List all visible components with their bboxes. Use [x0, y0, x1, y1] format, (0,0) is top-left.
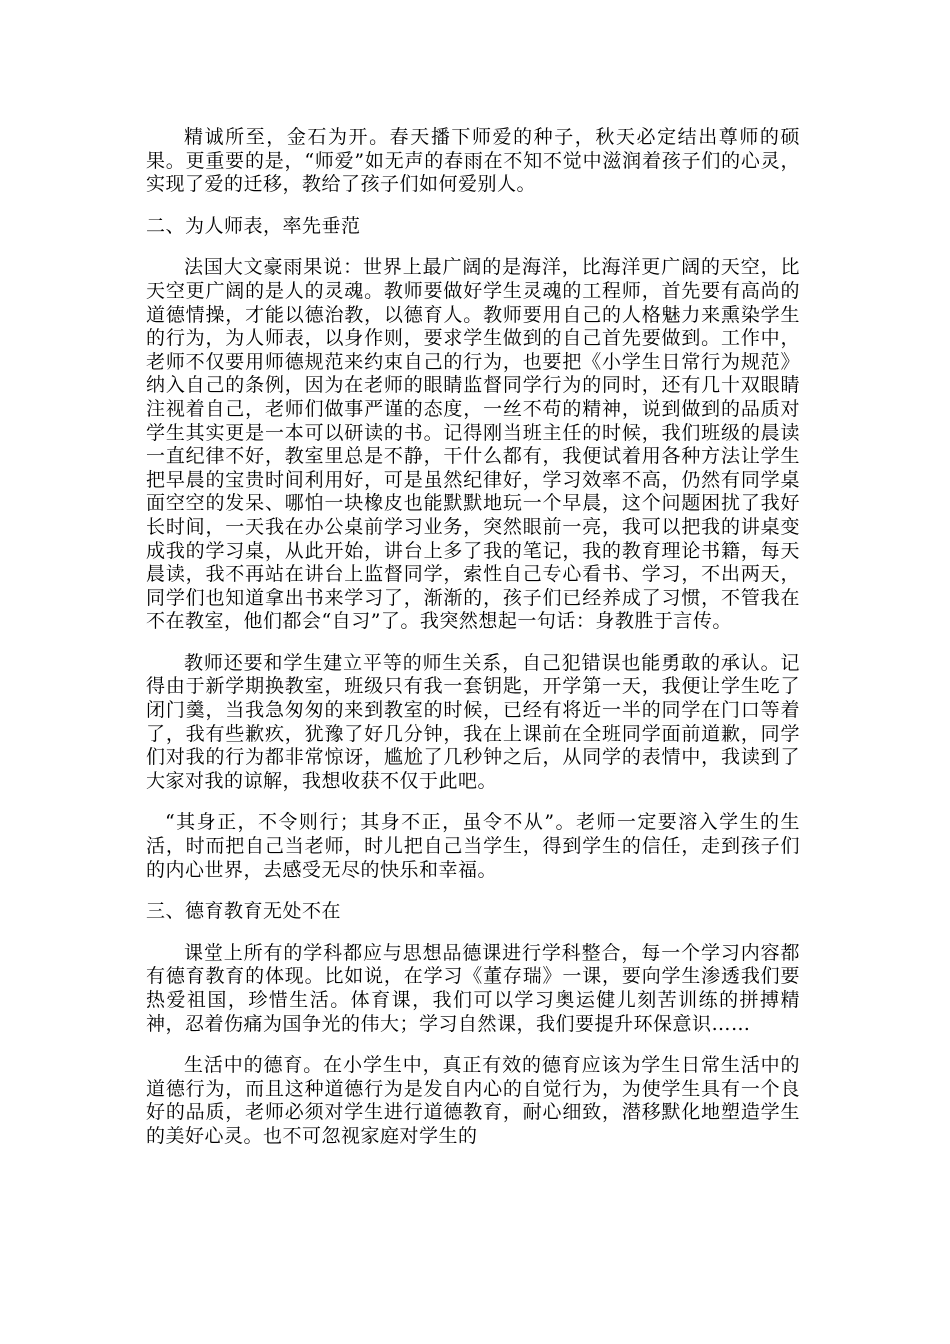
- paragraph-teacher-love: 精诚所至，金石为开。春天播下师爱的种子，秋天必定结出尊师的硕果。更重要的是，“师爱”如无声的春雨在不知不觉中滋润着孩子们的心灵，实现了爱的迁移，教给了孩子们如何爱别人。: [146, 126, 800, 196]
- paragraph-upright-conduct: “其身正，不令则行；其身不正，虽令不从”。老师一定要溶入学生的生活，时而把自己当老师，时儿把自己当学生，得到学生的信任，走到孩子们的内心世界，去感受无尽的快乐和幸福。: [146, 811, 800, 881]
- section-heading-moral-education: 三、德育教育无处不在: [146, 900, 342, 923]
- paragraph-daily-life-morality: 生活中的德育。在小学生中，真正有效的德育应该为学生日常生活中的道德行为，而且这种道德行为是发自内心的自觉行为，为使学生具有一个良好的品质，老师必须对学生进行道德教育，耐心细致，潜移默化地塑造学生的美好心灵。也不可忽视家庭对学生的: [146, 1054, 800, 1147]
- paragraph-hugo-quote: 法国大文豪雨果说：世界上最广阔的是海洋，比海洋更广阔的天空，比天空更广阔的是人的灵魂。教师要做好学生灵魂的工程师，首先要有高尚的道德情操，才能以德治教，以德育人。教师要用自己的人格魅力来熏染学生的行为，为人师表，以身作则，要求学生做到的自己首先要做到。工作中，老师不仅要用师德规范来约束自己的行为，也要把《小学生日常行为规范》纳入自己的条例，因为在老师的眼睛监督同学行为的同时，还有几十双眼睛注视着自己，老师们做事严谨的态度，一丝不苟的精神，说到做到的品质对学生其实更是一本可以研读的书。记得刚当班主任的时候，我们班级的晨读一直纪律不好，教室里总是不静，干什么都有，我便试着用各种方法让学生把早晨的宝贵时间利用好，可是虽然纪律好，学习效率不高，仍然有同学桌面空空的发呆、哪怕一块橡皮也能默默地玩一个早晨，这个问题困扰了我好长时间，一天我在办公桌前学习业务，突然眼前一亮，我可以把我的讲桌变成我的学习桌，从此开始，讲台上多了我的笔记，我的教育理论书籍，每天晨读，我不再站在讲台上监督同学，索性自己专心看书、学习，不出两天，同学们也知道拿出书来学习了，渐渐的，孩子们已经养成了习惯，不管我在不在教室，他们都会“自习”了。我突然想起一句话：身教胜于言传。: [146, 256, 800, 633]
- paragraph-classroom-integration: 课堂上所有的学科都应与思想品德课进行学科整合，每一个学习内容都有德育教育的体现。比如说，在学习《董存瑞》一课，要向学生渗透我们要热爱祖国，珍惜生活。体育课，我们可以学习奥运健儿刻苦训练的拼搏精神，忍着伤痛为国争光的伟大；学习自然课，我们要提升环保意识……: [146, 941, 800, 1035]
- section-heading-role-model: 二、为人师表，率先垂范: [146, 214, 361, 237]
- paragraph-equal-relationship: 教师还要和学生建立平等的师生关系，自己犯错误也能勇敢的承认。记得由于新学期换教室，班级只有我一套钥匙，开学第一天，我便让学生吃了闭门羹，当我急匆匆的来到教室的时候，已经有将近一半的同学在门口等着了，我有些歉疚，犹豫了好几分钟，我在上课前在全班同学面前道歉，同学们对我的行为都非常惊讶，尴尬了几秒钟之后，从同学的表情中，我读到了大家对我的谅解，我想收获不仅于此吧。: [146, 651, 800, 792]
